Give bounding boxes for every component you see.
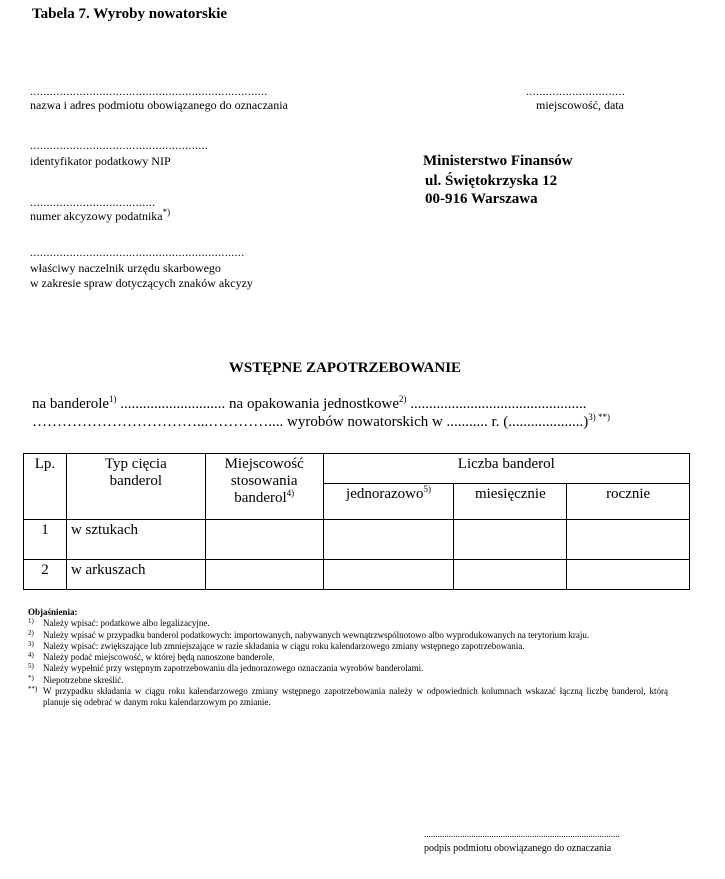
table-row: [24, 560, 690, 590]
row-yearly-cell[interactable]: [567, 520, 690, 560]
explanations: [28, 607, 668, 709]
header-cut-type: Typ cięcia banderol: [66, 454, 205, 520]
header-once: jednorazowo$^{5)}$: [323, 484, 454, 520]
tax-office-dots[interactable]: .................................................................: [30, 245, 245, 259]
row-place-cell[interactable]: [205, 560, 323, 590]
header-lp: Lp.: [24, 454, 67, 520]
explanation-item: **) W przypadku składania w ciągu roku kalendarzowego zmiany wstępnego zapotrzebowania należy w odpowiednich kolumnach wskazać łączną liczbę banderol, którą planuje się odebrać w danym roku kalendarzowym po zmianie.: [28, 685, 668, 708]
header-monthly: miesięcznie: [454, 484, 567, 520]
row-monthly-cell[interactable]: [454, 520, 567, 560]
row-lp: 2: [24, 560, 67, 590]
explanation-item: 5) Należy wypełnić przy wstępnym zapotrzebowaniu dla jednorazowego oznaczania wyrobów banderolami.: [28, 662, 424, 674]
signature-dots[interactable]: .......................................................................................: [424, 829, 620, 839]
tax-office-label-1: właściwy naczelnik urzędu skarbowego: [30, 261, 221, 275]
row-type: w arkuszach: [66, 560, 205, 590]
recipient-line-3: 00-916 Warszawa: [425, 191, 538, 207]
document-title: Tabela 7. Wyroby nowatorskie: [32, 6, 228, 22]
recipient-line-2: ul. Świętokrzyska 12: [425, 173, 558, 189]
entity-name-dots[interactable]: ........................................................................: [30, 84, 268, 98]
header-count: Liczba banderol: [323, 454, 689, 484]
explanation-item: 3) Należy wpisać: zwiększające lub zmniejszające w razie składania w ciągu roku kalendarzowego zmiany wstępnego zapotrzebowania.: [28, 639, 525, 651]
excise-number-dots[interactable]: ......................................: [30, 195, 156, 209]
explanation-item: 1) Należy wpisać: podatkowe albo legalizacyjne.: [28, 617, 210, 629]
nip-label: identyfikator podatkowy NIP: [30, 154, 171, 168]
explanation-item: 2) Należy wpisać w przypadku banderol podatkowych: importowanych, nabywanych wewnątrzwspólnotowo albo wyprodukowanych na terytorium kraju.: [28, 628, 590, 640]
place-date-label: miejscowość, data: [536, 98, 624, 112]
excise-footnote-mark: *): [162, 207, 171, 217]
row-place-cell[interactable]: [205, 520, 323, 560]
excise-number-label: numer akcyzowy podatnika*): [30, 207, 171, 223]
row-once-cell[interactable]: [323, 520, 454, 560]
banderol-table: [23, 453, 690, 590]
explanation-item: 4) Należy podać miejscowość, w której będą nanoszone banderole.: [28, 651, 275, 663]
header-yearly: rocznie: [567, 484, 690, 520]
explanation-item: *) Niepotrzebne skreślić.: [28, 673, 124, 685]
row-lp: 1: [24, 520, 67, 560]
request-line-1: na banderole$^{1)}$ ............................ na opakowania jednostkowe$^{2)}$ ...............................................: [32, 394, 587, 412]
request-line-2: ……………………………...………….... wyrobów nowatorskich w ........... r. (....................)$^{3) **)}$: [32, 412, 610, 430]
explanations-heading: Objaśnienia:: [28, 607, 78, 617]
nip-dots[interactable]: ......................................................: [30, 138, 209, 152]
entity-name-label: nazwa i adres podmiotu obowiązanego do oznaczania: [30, 98, 288, 112]
form-heading: WSTĘPNE ZAPOTRZEBOWANIE: [228, 360, 462, 376]
row-type: w sztukach: [66, 520, 205, 560]
row-yearly-cell[interactable]: [567, 560, 690, 590]
header-place: Miejscowość stosowania banderol$^{4)}$: [205, 454, 323, 520]
signature-label: podpis podmiotu obowiązanego do oznaczania: [424, 843, 612, 854]
tax-office-label-2: w zakresie spraw dotyczących znaków akcyzy: [30, 276, 253, 290]
row-once-cell[interactable]: [323, 560, 454, 590]
table-row: [24, 520, 690, 560]
recipient-line-1: Ministerstwo Finansów: [423, 153, 573, 169]
row-monthly-cell[interactable]: [454, 560, 567, 590]
place-date-dots[interactable]: ..............................: [526, 84, 625, 98]
